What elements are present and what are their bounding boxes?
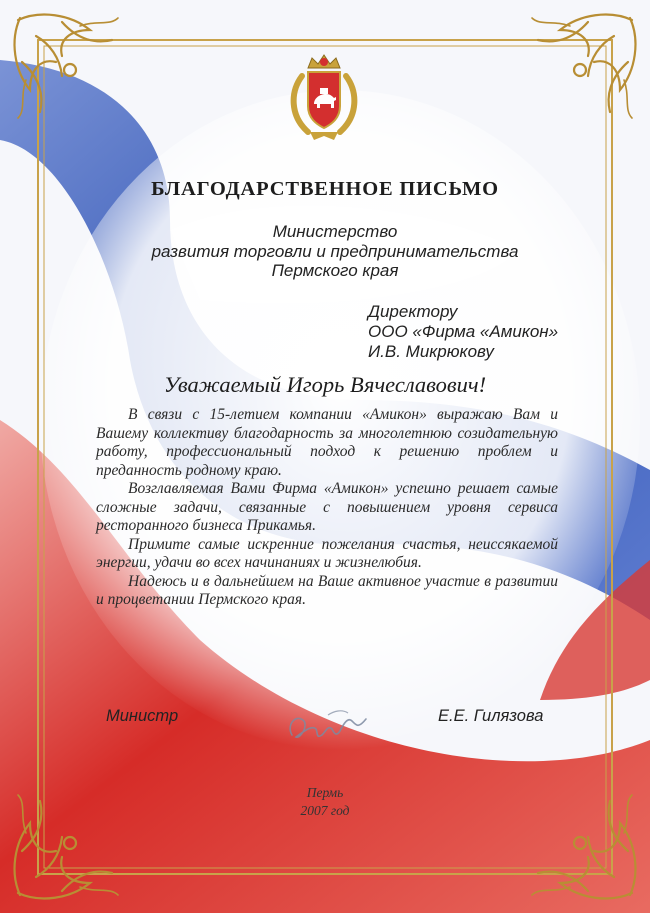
ornamental-corner-icon xyxy=(15,15,118,118)
addressee-line: И.В. Микрюкову xyxy=(368,342,494,361)
body-paragraph: Возглавляемая Вами Фирма «Амикон» успешно решает самые сложные задачи, связанные с повышением уровня сервиса ресторанного бизнеса Прикамья. xyxy=(96,480,558,534)
year-text: 2007 год xyxy=(300,803,350,818)
sender-line: Пермского края xyxy=(271,261,399,280)
sender-line: развития торговли и предпринимательства xyxy=(151,241,519,261)
sender-block xyxy=(120,222,550,281)
ornamental-corner-icon xyxy=(532,15,635,118)
greeting: Уважаемый Игорь Вячеславович! xyxy=(163,372,487,397)
handwritten-signature-icon xyxy=(282,695,374,755)
place-text: Пермь xyxy=(306,785,344,800)
document-title: БЛАГОДАРСТВЕННОЕ ПИСЬМО xyxy=(151,178,499,200)
addressee-line: Директору xyxy=(368,302,458,321)
sender-line: Министерство xyxy=(272,222,398,241)
addressee-block xyxy=(368,302,608,362)
perm-krai-coat-of-arms-icon xyxy=(286,52,362,144)
signatory-position: Министр xyxy=(106,707,179,725)
letter-body xyxy=(96,406,558,610)
body-paragraph: Надеюсь и в дальнейшем на Ваше активное участие в развитии и процветании Пермского края. xyxy=(96,572,558,608)
body-paragraph: Примите самые искренние пожелания счастья, неиссякаемой энергии, удачи во всех начинаниях и жизнелюбия. xyxy=(96,535,558,571)
body-paragraph: В связи с 15-летием компании «Амикон» выражаю Вам и Вашему коллективу благодарность за многолетнюю созидательную работу, профессиональный подход к решению проблем и преданность родному краю. xyxy=(96,406,558,479)
signatory-name: Е.Е. Гилязова xyxy=(438,707,544,725)
addressee-line: ООО «Фирма «Амикон» xyxy=(368,322,559,341)
